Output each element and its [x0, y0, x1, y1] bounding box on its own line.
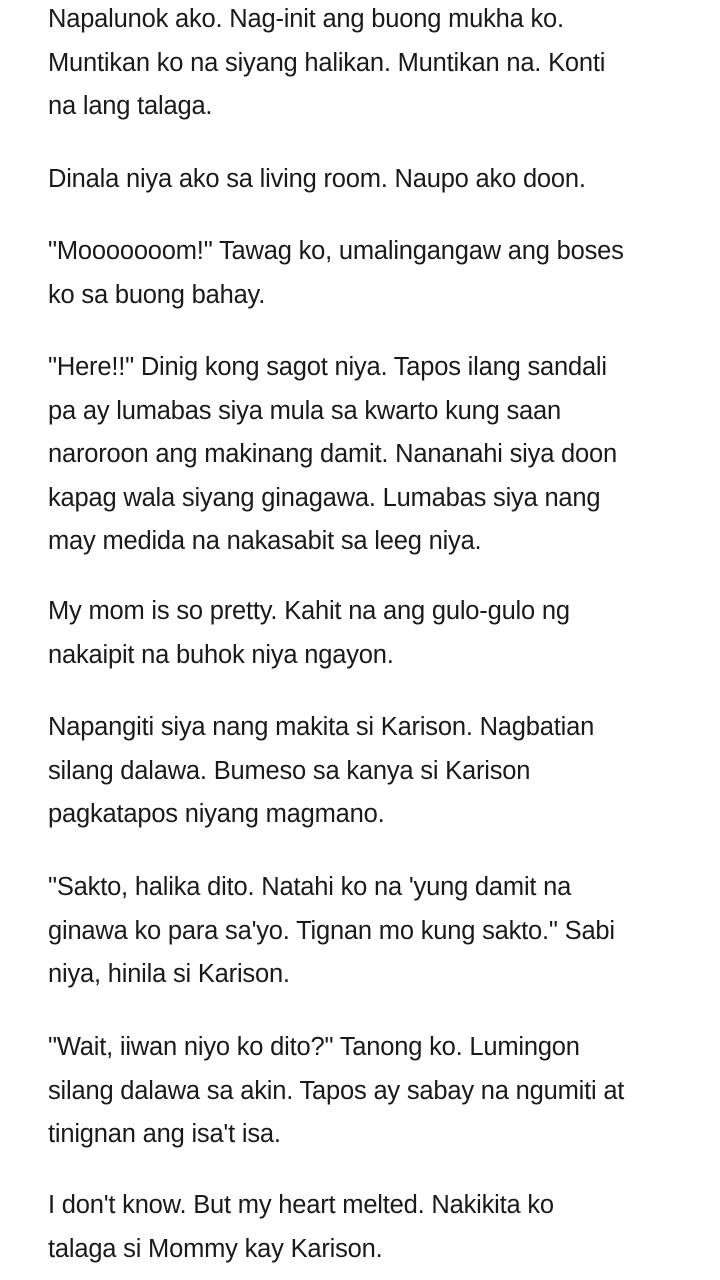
text-line: My mom is so pretty. Kahit na ang gulo-gulo ng [48, 597, 570, 625]
text-line: pa ay lumabas siya mula sa kwarto kung saan [48, 396, 562, 425]
paragraph [48, 1026, 688, 1157]
text-line: na lang talaga. [48, 92, 213, 120]
text-line: silang dalawa. Bumeso sa kanya si Karison [48, 756, 531, 785]
text-line: Muntikan ko na siyang halikan. Muntikan na. Konti [48, 48, 606, 77]
paragraph [48, 1184, 688, 1271]
text-line: pagkatapos niyang magmano. [48, 800, 385, 828]
text-line: "Sakto, halika dito. Natahi ko na 'yung damit na [48, 873, 572, 901]
paragraph [48, 866, 688, 997]
text-line: Napangiti siya nang makita si Karison. Nagbatian [48, 713, 595, 741]
text-line: ginawa ko para sa'yo. Tignan mo kung sakto." Sabi [48, 916, 615, 945]
text-line: "Wait, iiwan niyo ko dito?" Tanong ko. Lumingon [48, 1033, 580, 1061]
text-line: Napalunok ako. Nag-init ang buong mukha ko. [48, 5, 564, 33]
text-line: I don't know. But my heart melted. Nakikita ko [48, 1191, 554, 1219]
text-line: "Here!!" Dinig kong sagot niya. Tapos ilang sandali [48, 353, 607, 381]
text-line: nakaipit na buhok niya ngayon. [48, 640, 394, 669]
text-line: silang dalawa sa akin. Tapos ay sabay na ngumiti at [48, 1076, 625, 1105]
text-line: "Mooooooom!" Tawag ko, umalingangaw ang boses [48, 237, 624, 265]
paragraph [48, 158, 688, 202]
text-line: niya, hinila si Karison. [48, 960, 290, 988]
text-line: kapag wala siyang ginagawa. Lumabas siya nang [48, 483, 601, 512]
paragraph [48, 230, 688, 317]
paragraph [48, 706, 688, 837]
text-line: may medida na nakasabit sa leeg niya. [48, 527, 482, 555]
text-line: talaga si Mommy kay Karison. [48, 1234, 383, 1263]
text-line: naroroon ang makinang damit. Nananahi siya doon [48, 440, 617, 468]
paragraph [48, 0, 688, 129]
paragraph [48, 346, 688, 564]
text-line: ko sa buong bahay. [48, 280, 266, 309]
text-line: Dinala niya ako sa living room. Naupo ako doon. [48, 165, 586, 193]
paragraph [48, 590, 688, 677]
text-line: tinignan ang isa't isa. [48, 1120, 281, 1148]
